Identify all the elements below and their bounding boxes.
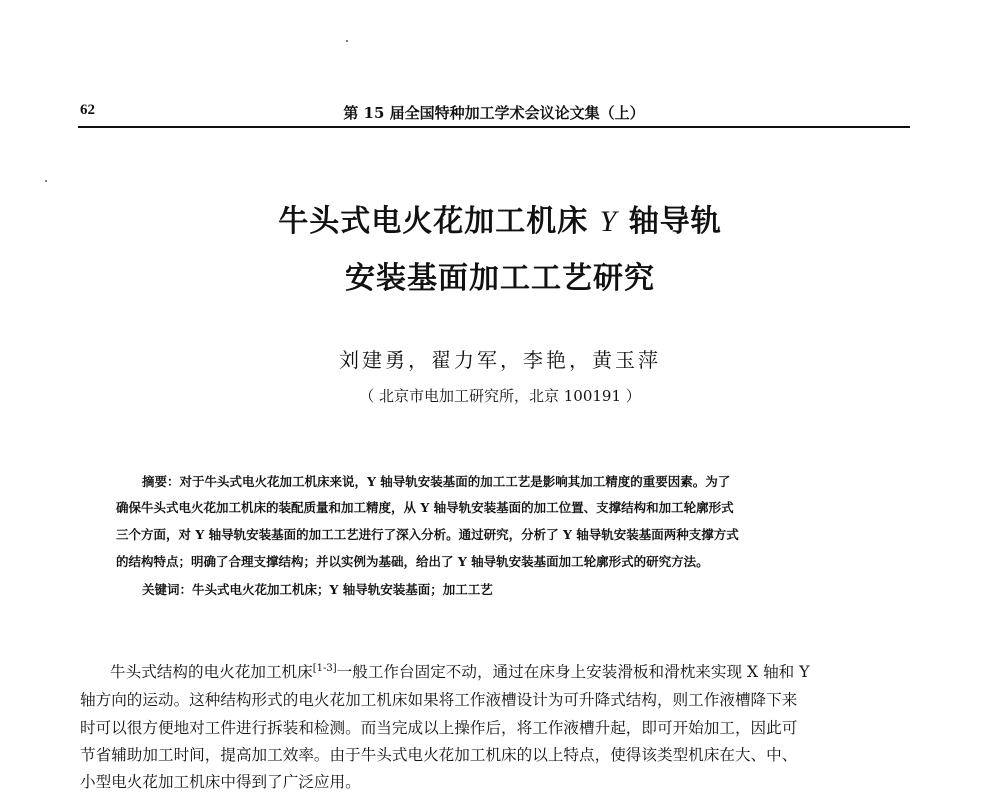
body-paragraph-line xyxy=(80,660,942,682)
abstract-line: 的结构特点；明确了合理支撑结构；并以实例为基础，给出了 Y 轴导轨安装基面加工轮廓形式的研究方法。 xyxy=(116,554,709,569)
body-text: 一般工作台固定不动，通过在床身上安装滑板和滑枕来实现 X 轴和 Y xyxy=(336,663,810,681)
keywords-text: 牛头式电火花加工机床；Y 轴导轨安装基面；加工工艺 xyxy=(192,582,493,597)
body-text: 牛头式结构的电火花加工机床 xyxy=(110,663,313,681)
body-paragraph-line: 轴方向的运动。这种结构形式的电火花加工机床如果将工作液槽设计为可升降式结构，则工作液槽降下来 xyxy=(80,691,798,709)
abstract-line: 三个方面，对 Y 轴导轨安装基面的加工工艺进行了深入分析。通过研究，分析了 Y 轴导轨安装基面两种支撑方式 xyxy=(116,527,739,542)
running-header xyxy=(78,100,910,128)
body-paragraph-line: 时可以很方便地对工件进行拆装和检测。而当完成以上操作后，将工作液槽升起，即可开始加工，因此可 xyxy=(80,719,798,737)
abstract-line: 确保牛头式电火花加工机床的装配质量和加工精度，从 Y 轴导轨安装基面的加工位置、支撑结构和加工轮廓形式 xyxy=(116,500,734,515)
scan-speck xyxy=(346,40,348,42)
title-axis-symbol: Y xyxy=(599,205,618,238)
abstract-text: 对于牛头式电火花加工机床来说，Y 轴导轨安装基面的加工工艺是影响其加工精度的重要因素。为了 xyxy=(179,474,731,489)
abstract-label: 摘要： xyxy=(142,474,180,489)
body-paragraph-line: 小型电火花加工机床中得到了广泛应用。 xyxy=(80,773,361,791)
keywords-line xyxy=(116,580,902,598)
scan-speck xyxy=(45,180,47,182)
keywords-label: 关键词： xyxy=(142,582,193,597)
citation-reference: [1-3] xyxy=(312,662,337,674)
author-list: 刘建勇，翟力军，李艳，黄玉萍 xyxy=(339,348,661,372)
page-number: 62 xyxy=(80,102,95,118)
journal-title: 第 15 届全国特种加工学术会议论文集（上） xyxy=(343,104,645,122)
title-text: 轴导轨 xyxy=(617,204,722,239)
paper-title-line-1 xyxy=(100,196,900,240)
affiliation: （ 北京市电加工研究所，北京 100191 ） xyxy=(359,387,641,405)
body-paragraph-line: 节省辅助加工时间，提高加工效率。由于牛头式电火花加工机床的以上特点，使得该类型机床在大、中、 xyxy=(80,746,798,764)
title-text: 牛头式电火花加工机床 xyxy=(278,204,600,239)
abstract-line xyxy=(116,472,902,490)
paper-title-line-2: 安装基面加工工艺研究 xyxy=(345,261,655,296)
